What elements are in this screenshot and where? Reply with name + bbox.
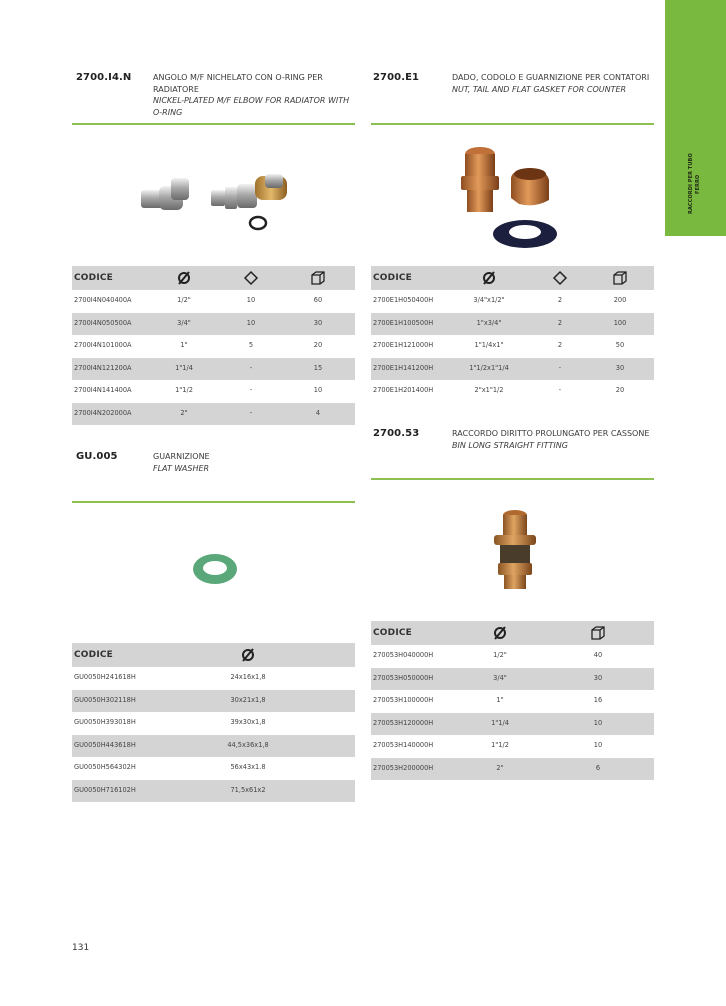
table-row	[72, 735, 355, 758]
table-header	[371, 266, 654, 290]
cell-value: 3/4"	[493, 673, 507, 682]
diameter-icon	[481, 270, 497, 286]
desc-it: GUARNIZIONE	[153, 452, 210, 461]
cell-value: -	[249, 363, 253, 372]
desc-en: BIN LONG STRAIGHT FITTING	[452, 440, 568, 450]
table-row	[72, 335, 355, 358]
table-row	[72, 290, 355, 313]
cell-codice: 2700I4N040400A	[74, 296, 132, 304]
cell-codice: 2700E1H141200H	[373, 363, 434, 372]
table-row	[371, 313, 654, 336]
divider	[72, 501, 355, 503]
cell-value: 1"1/4	[491, 718, 509, 727]
cell-codice: GU0050H564302H	[74, 763, 136, 771]
carton-icon	[310, 270, 326, 286]
cell-codice: GU0050H716102H	[74, 785, 136, 794]
cell-value: 30x21x1,8	[230, 695, 266, 704]
cell-value: 40	[593, 651, 603, 659]
cell-value: 1/2"	[177, 296, 191, 304]
cell-value: 2"x1"1/2	[474, 386, 504, 394]
cell-value: 5	[248, 341, 254, 349]
carton-icon	[590, 625, 606, 641]
cell-value: 50	[615, 341, 625, 349]
table-header	[72, 266, 355, 290]
header-codice: CODICE	[373, 628, 413, 638]
cell-value: 60	[313, 296, 323, 304]
cell-value: 16	[593, 696, 603, 704]
cell-codice: 270053H100000H	[373, 696, 434, 704]
product-code-gu005: GU.005	[76, 451, 118, 462]
cell-value: 10	[593, 741, 603, 749]
product-code-270053: 2700.53	[373, 428, 420, 439]
cell-codice: 2700I4N101000A	[74, 341, 132, 349]
cell-value: 1"	[180, 341, 188, 349]
cell-value: -	[249, 408, 253, 417]
product-desc-2700e1	[452, 72, 657, 95]
cell-value: 2	[557, 341, 563, 349]
section-tab	[665, 0, 726, 236]
table-row	[72, 380, 355, 403]
table-row	[72, 313, 355, 336]
desc-en: NICKEL-PLATED M/F ELBOW FOR RADIATOR WITH O-RING	[153, 96, 350, 117]
table-row	[371, 290, 654, 313]
diameter-icon	[176, 270, 192, 286]
cell-value: 30	[593, 673, 603, 682]
cell-value: 3/4"	[177, 318, 191, 327]
table-header	[72, 643, 355, 667]
cell-value: 1"1/2x1"1/4	[469, 363, 509, 372]
cell-value: 1"x3/4"	[476, 318, 502, 327]
table-row	[371, 335, 654, 358]
table-row	[72, 403, 355, 426]
cell-codice: 2700E1H201400H	[373, 386, 434, 394]
cell-codice: 2700I4N121200A	[74, 363, 132, 372]
product-code-2700e1: 2700.E1	[373, 72, 420, 83]
product-image-straight-fitting	[480, 506, 550, 596]
cell-codice: 270053H040000H	[373, 651, 434, 659]
cell-value: 1"1/2	[491, 741, 509, 749]
header-codice: CODICE	[373, 273, 413, 283]
product-code-2700i4n: 2700.I4.N	[76, 72, 132, 83]
desc-it: ANGOLO M/F NICHELATO CON O-RING PER RADIATORE	[153, 73, 323, 94]
cell-value: 15	[313, 363, 323, 372]
table-row	[371, 690, 654, 713]
header-codice: CODICE	[74, 650, 114, 660]
cell-value: 39x30x1,8	[230, 718, 266, 726]
table-row	[72, 757, 355, 780]
product-image-washer	[180, 540, 250, 598]
cell-value: 10	[246, 296, 256, 304]
cell-value: 6	[595, 763, 601, 772]
product-image-nut-tail	[455, 142, 565, 254]
table-row	[371, 645, 654, 668]
table-row	[72, 780, 355, 803]
cell-value: 4	[315, 408, 321, 417]
cell-codice: 2700E1H121000H	[373, 341, 434, 349]
desc-it: DADO, CODOLO E GUARNIZIONE PER CONTATORI	[452, 73, 650, 82]
cell-value: 10	[313, 386, 323, 394]
cell-value: 2	[557, 318, 563, 327]
cell-value: -	[558, 386, 562, 394]
cell-value: -	[249, 386, 253, 394]
table-row	[371, 758, 654, 781]
page-number: 131	[72, 943, 90, 953]
divider	[371, 478, 654, 480]
cell-value: 1"	[496, 696, 504, 704]
product-desc-270053	[452, 428, 657, 451]
product-desc-gu005	[153, 451, 353, 474]
cell-codice: GU0050H241618H	[74, 673, 136, 681]
cell-codice: 2700I4N202000A	[74, 408, 132, 417]
carton-icon	[612, 270, 628, 286]
diameter-icon	[492, 625, 508, 641]
table-row	[371, 380, 654, 403]
cell-codice: 270053H140000H	[373, 741, 434, 749]
desc-en: FLAT WASHER	[153, 463, 210, 473]
cell-value: 20	[313, 341, 323, 349]
cell-value: 10	[593, 718, 603, 727]
product-image-elbow	[135, 160, 305, 235]
cell-value: 44,5x36x1,8	[227, 740, 269, 749]
cell-value: 2"	[496, 763, 504, 772]
box-icon	[243, 270, 259, 286]
cell-codice: 2700E1H050400H	[373, 296, 434, 304]
cell-value: 1"1/4x1"	[474, 341, 504, 349]
cell-codice: 2700I4N141400A	[74, 386, 132, 394]
cell-value: 200	[613, 296, 627, 304]
cell-codice: 2700I4N050500A	[74, 318, 132, 327]
diameter-icon	[240, 647, 256, 663]
table-row	[371, 735, 654, 758]
cell-codice: GU0050H443618H	[74, 740, 136, 749]
table-row	[72, 667, 355, 690]
cell-value: 20	[615, 386, 625, 394]
table-row	[371, 358, 654, 381]
divider	[371, 123, 654, 125]
cell-value: 10	[246, 318, 256, 327]
cell-codice: 2700E1H100500H	[373, 318, 434, 327]
table-header	[371, 621, 654, 645]
cell-codice: 270053H200000H	[373, 763, 434, 772]
cell-value: -	[558, 363, 562, 372]
cell-codice: 270053H120000H	[373, 718, 434, 727]
section-tab-label: RACCORDI PER TUBO FERRO	[688, 153, 701, 215]
product-desc-2700i4n	[153, 72, 353, 118]
cell-value: 30	[313, 318, 323, 327]
cell-value: 2"	[180, 408, 188, 417]
cell-value: 3/4"x1/2"	[473, 296, 505, 304]
table-row	[371, 713, 654, 736]
table-row	[371, 668, 654, 691]
cell-codice: GU0050H393018H	[74, 718, 136, 726]
cell-value: 1"1/2	[175, 386, 193, 394]
cell-codice: GU0050H302118H	[74, 695, 136, 704]
header-codice: CODICE	[74, 273, 114, 283]
cell-value: 24x16x1,8	[230, 673, 266, 681]
table-row	[72, 690, 355, 713]
table-row	[72, 358, 355, 381]
desc-en: NUT, TAIL AND FLAT GASKET FOR COUNTER	[452, 84, 627, 94]
cell-value: 56x43x1.8	[230, 763, 266, 771]
divider	[72, 123, 355, 125]
cell-value: 30	[615, 363, 625, 372]
box-icon	[552, 270, 568, 286]
cell-value: 1/2"	[493, 651, 507, 659]
cell-codice: 270053H050000H	[373, 673, 434, 682]
cell-value: 71,5x61x2	[230, 785, 266, 794]
cell-value: 2	[557, 296, 563, 304]
table-row	[72, 712, 355, 735]
cell-value: 100	[613, 318, 627, 327]
cell-value: 1"1/4	[175, 363, 193, 372]
desc-it: RACCORDO DIRITTO PROLUNGATO PER CASSONE	[452, 429, 650, 438]
